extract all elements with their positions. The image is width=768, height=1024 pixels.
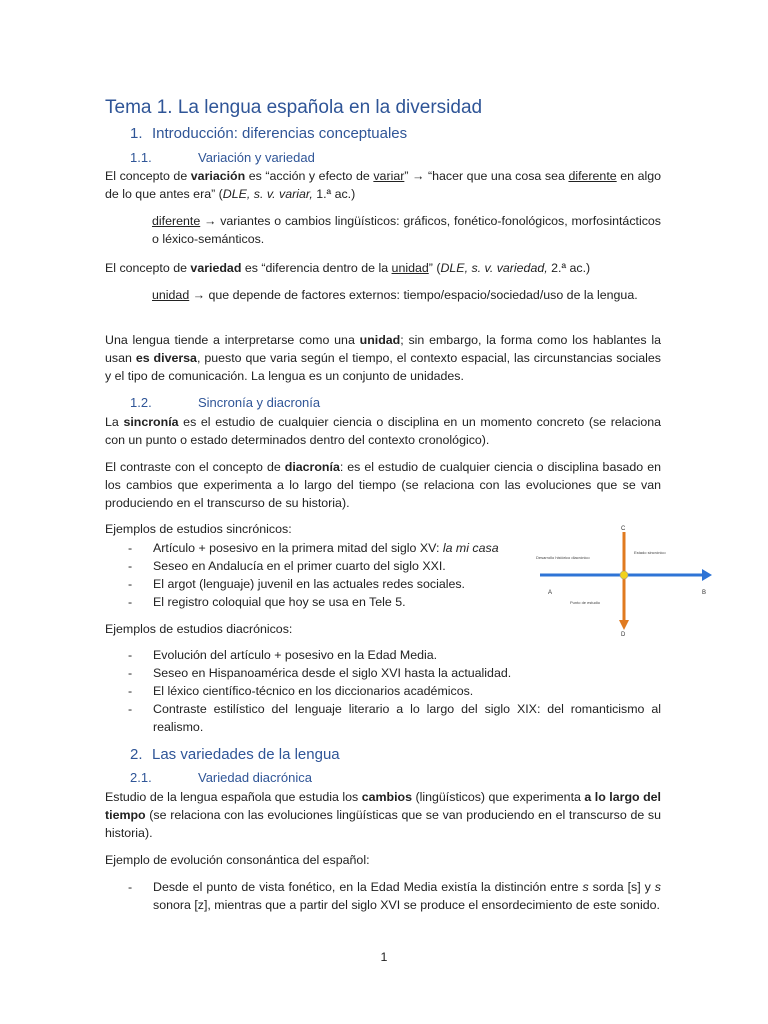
paragraph-unidad xyxy=(105,331,661,385)
section-number: 2. xyxy=(130,746,143,763)
label-sincronico: Estado sincrónico xyxy=(634,550,666,555)
paragraph-variedad xyxy=(105,259,661,277)
text: es “acción y efecto de xyxy=(245,169,374,183)
bold-term: diacronía xyxy=(284,460,340,474)
paragraph-sincronia xyxy=(105,413,661,449)
example-text: la mi casa xyxy=(442,541,499,555)
list-dash: - xyxy=(128,666,133,680)
citation: DLE, s. v. variar, xyxy=(222,187,313,201)
italic-letter: s xyxy=(582,880,589,894)
italic-letter: s xyxy=(654,880,661,894)
paragraph-variacion xyxy=(105,167,661,203)
bold-term: a lo largo del tiempo xyxy=(105,790,661,822)
text: es el estudio de cualquier ciencia o disciplina en un momento concreto (se relaciona con un punto o estado determinados dentro del contexto cronológico). xyxy=(105,415,661,447)
list-item xyxy=(128,682,661,700)
text: ; sin embargo, la forma como los hablantes la usan xyxy=(105,333,661,365)
list-dash: - xyxy=(128,702,133,716)
list-dash: - xyxy=(128,541,133,555)
sync-examples-intro: Ejemplos de estudios sincrónicos: xyxy=(105,522,292,536)
text: Desde el punto de vista fonético, en la Edad Media existía la distinción entre xyxy=(153,880,583,894)
label-d: D xyxy=(621,632,626,638)
text: ” → “hacer que una cosa sea xyxy=(404,169,569,183)
diac-examples-intro: Ejemplos de estudios diacrónicos: xyxy=(105,622,293,636)
section-1-2-heading xyxy=(130,394,320,412)
section-number: 1. xyxy=(130,125,143,142)
section-2-1-heading xyxy=(130,769,312,787)
list-item xyxy=(128,593,548,611)
bold-term: sincronía xyxy=(123,415,179,429)
list-dash: - xyxy=(128,595,133,609)
list-item xyxy=(128,575,548,593)
text: El concepto de xyxy=(105,169,191,183)
text: Artículo + posesivo en la primera mitad del siglo XV: xyxy=(153,541,443,555)
bold-term: unidad xyxy=(359,333,401,347)
label-c: C xyxy=(621,526,626,532)
note-unidad xyxy=(105,286,661,304)
section-title: Sincronía y diacronía xyxy=(198,395,321,410)
section-title: Variación y variedad xyxy=(198,150,315,165)
list-item xyxy=(128,539,548,557)
text: 1.ª ac.) xyxy=(312,187,356,201)
text: El argot (lenguaje) juvenil en las actuales redes sociales. xyxy=(153,577,466,591)
bold-term: es diversa xyxy=(135,351,197,365)
text: La xyxy=(105,415,124,429)
underlined-term: variar xyxy=(373,169,405,183)
list-dash: - xyxy=(128,577,133,591)
text: Seseo en Andalucía en el primer cuarto del siglo XXI. xyxy=(153,559,446,573)
list-dash: - xyxy=(128,684,133,698)
text: El contraste con el concepto de xyxy=(105,460,285,474)
document-title: Tema 1. La lengua española en la diversidad xyxy=(105,97,483,118)
underlined-term: diferente xyxy=(568,169,617,183)
text: Contraste estilístico del lenguaje literario a lo largo del siglo XIX: del romanticismo al realismo. xyxy=(153,702,661,734)
underlined-term: diferente xyxy=(152,214,201,228)
section-title: Introducción: diferencias conceptuales xyxy=(152,125,408,142)
list-item xyxy=(128,646,661,664)
paragraph-variedad-diacronica xyxy=(105,788,661,842)
section-title: Las variedades de la lengua xyxy=(152,746,340,763)
text: Seseo en Hispanoamérica desde el siglo XVI hasta la actualidad. xyxy=(153,666,512,680)
bold-term: cambios xyxy=(361,790,412,804)
text: 2.ª ac.) xyxy=(547,261,591,275)
text: , puesto que varia según el tiempo, el contexto espacial, las circunstancias sociales y el tipo de comunicación. La lengua es un conjunto de unidades. xyxy=(105,351,661,383)
label-b: B xyxy=(702,590,707,596)
text: Una lengua tiende a interpretarse como una xyxy=(105,333,360,347)
text: sorda [s] y xyxy=(588,880,655,894)
text: ” ( xyxy=(428,261,441,275)
text: El registro coloquial que hoy se usa en Tele 5. xyxy=(153,595,406,609)
label-diacronico: Desarrollo histórico diacrónico xyxy=(536,555,590,560)
section-number: 1.1. xyxy=(130,150,152,165)
bold-term: variedad xyxy=(190,261,242,275)
list-item xyxy=(128,878,661,914)
section-number: 2.1. xyxy=(130,770,152,785)
citation: DLE, s. v. variedad, xyxy=(440,261,548,275)
text: Evolución del artículo + posesivo en la Edad Media. xyxy=(153,648,438,662)
list-dash: - xyxy=(128,880,133,894)
note-diferente xyxy=(152,212,661,248)
list-dash: - xyxy=(128,559,133,573)
text: en algo de lo que antes era” ( xyxy=(105,169,662,201)
paragraph-ejemplo-consonantico: Ejemplo de evolución consonántica del español: xyxy=(105,853,370,867)
list-item xyxy=(128,557,548,575)
text: : es el estudio de cualquier ciencia o disciplina basado en los cambios que experimenta a lo largo del tiempo (se relaciona con las evoluciones que se van produciendo en el transcurso de su historia). xyxy=(105,460,661,510)
label-a: A xyxy=(548,590,553,596)
underlined-term: unidad xyxy=(391,261,429,275)
horizontal-arrowhead xyxy=(702,569,712,581)
text: Estudio de la lengua española que estudia los xyxy=(105,790,362,804)
list-item xyxy=(128,664,661,682)
section-1-1-heading xyxy=(130,149,315,167)
intersection-point xyxy=(620,571,628,579)
section-2-heading xyxy=(130,745,340,765)
list-dash: - xyxy=(128,648,133,662)
text: → que depende de factores externos: tiempo/espacio/sociedad/uso de la lengua. xyxy=(189,288,638,302)
text: El concepto de xyxy=(105,261,191,275)
text: es “diferencia dentro de la xyxy=(241,261,392,275)
text: sonora [z], mientras que a partir del siglo XVI se produce el ensordecimiento de este sonido. xyxy=(153,898,660,912)
page-number: 1 xyxy=(380,950,388,964)
paragraph-diacronia xyxy=(105,458,661,512)
list-item xyxy=(128,700,661,736)
text: → variantes o cambios lingüísticos: gráficos, fonético-fonológicos, morfosintácticos o léxico-semánticos. xyxy=(152,214,661,246)
text: (lingüísticos) que experimenta xyxy=(412,790,585,804)
label-punto: Punto de estudio xyxy=(570,600,601,605)
underlined-term: unidad xyxy=(152,288,190,302)
text: El léxico científico-técnico en los diccionarios académicos. xyxy=(153,684,474,698)
section-1-heading xyxy=(130,124,407,144)
section-number: 1.2. xyxy=(130,395,152,410)
bold-term: variación xyxy=(190,169,246,183)
section-title: Variedad diacrónica xyxy=(198,770,312,785)
text: (se relaciona con las evoluciones lingüísticas que se van produciendo en el transcurso de su historia). xyxy=(105,808,661,840)
